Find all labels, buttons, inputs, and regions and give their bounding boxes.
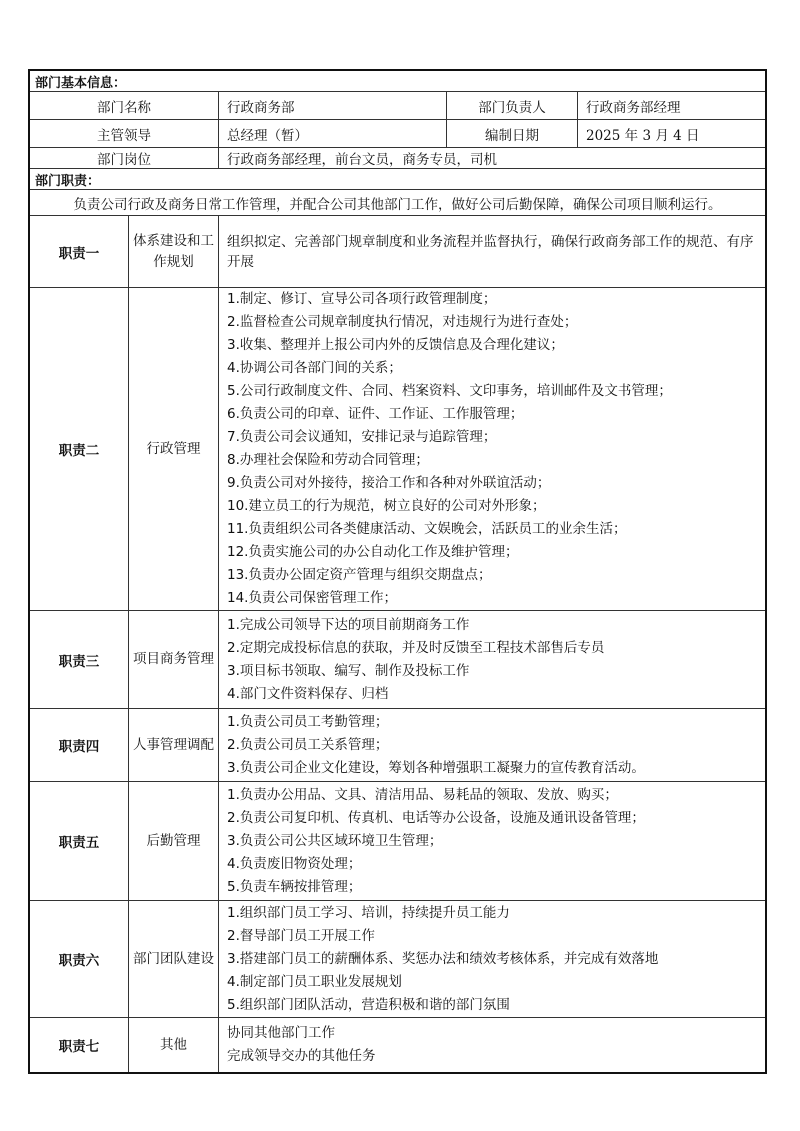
duty-items (218, 782, 765, 900)
duty-number: 职责七 (58, 1039, 100, 1055)
duty-area: 后勤管理 (128, 782, 218, 900)
duty-row-5 (30, 781, 765, 900)
duties-title: 部门职责： (35, 173, 101, 189)
duty-item: 1.完成公司领导下达的项目前期商务工作 (227, 616, 470, 633)
duty-area: 部门团队建设 (128, 901, 218, 1017)
date-value: 2025 年 3 月 4 日 (577, 120, 765, 147)
basic-info-title: 部门基本信息： (35, 75, 127, 91)
duty-item: 10.建立员工的行为规范，树立良好的公司对外形象； (227, 498, 546, 514)
duty-item: 完成领导交办的其他任务 (227, 1048, 376, 1064)
duty-items (218, 1018, 765, 1072)
dept-name-row (30, 91, 765, 119)
supervisor-value: 总经理（暂） (218, 120, 446, 147)
duty-item: 12.负责实施公司的办公自动化工作及维护管理； (227, 544, 519, 560)
duty-area: 人事管理调配 (128, 709, 218, 781)
duties-title-row (30, 168, 765, 189)
duty-item: 组织拟定、完善部门规章制度和业务流程并监督执行，确保行政商务部工作的规范、有序开展 (227, 233, 754, 270)
duty-row-1 (30, 215, 765, 287)
duty-item: 3.项目标书领取、编写、制作及投标工作 (227, 662, 470, 679)
summary-row (30, 189, 765, 215)
duty-item: 3.负责公司公共区域环境卫生管理； (227, 832, 443, 849)
supervisor-label: 主管领导 (97, 127, 151, 144)
duty-items (218, 709, 765, 781)
duty-item: 9.负责公司对外接待，接洽工作和各种对外联谊活动； (227, 475, 551, 491)
duty-number: 职责四 (58, 739, 100, 755)
duty-item: 5.公司行政制度文件、合同、档案资料、文印事务，培训邮件及文书管理； (227, 383, 672, 399)
duty-items (218, 901, 765, 1017)
duty-number: 职责六 (58, 953, 100, 969)
duty-item: 14.负责公司保密管理工作； (227, 590, 397, 606)
duty-number: 职责二 (58, 443, 100, 459)
duty-item: 8.办理社会保险和劳动合同管理； (227, 452, 429, 468)
duty-row-3 (30, 610, 765, 708)
duty-area: 其他 (128, 1018, 218, 1072)
duty-item: 3.收集、整理并上报公司内外的反馈信息及合理化建议； (227, 337, 564, 353)
posts-label: 部门岗位 (97, 152, 151, 168)
duty-item: 1.负责公司员工考勤管理； (227, 713, 389, 730)
duty-item: 2.督导部门员工开展工作 (227, 927, 375, 944)
duty-row-4 (30, 708, 765, 781)
duty-number: 职责五 (58, 835, 100, 851)
duty-item: 3.搭建部门员工的薪酬体系、奖惩办法和绩效考核体系，并完成有效落地 (227, 950, 659, 967)
duty-area: 项目商务管理 (128, 611, 218, 708)
duty-item: 1.组织部门员工学习、培训，持续提升员工能力 (227, 904, 510, 921)
supervisor-row (30, 119, 765, 147)
posts-value: 行政商务部经理，前台文员，商务专员，司机 (218, 148, 765, 168)
duty-item: 6.负责公司的印章、证件、工作证、工作服管理； (227, 406, 524, 422)
posts-row (30, 147, 765, 168)
duty-item: 2.负责公司复印机、传真机、电话等办公设备，设施及通讯设备管理； (227, 809, 645, 826)
duty-summary: 负责公司行政及商务日常工作管理，并配合公司其他部门工作，做好公司后勤保障，确保公司项目顺利运行。 (73, 196, 722, 213)
date-label: 编制日期 (446, 120, 577, 147)
duty-item: 2.监督检查公司规章制度执行情况，对违规行为进行查处； (227, 314, 578, 330)
duty-number: 职责一 (58, 245, 100, 262)
duty-item: 3.负责公司企业文化建设，筹划各种增强职工凝聚力的宣传教育活动。 (227, 759, 645, 776)
duty-area: 行政管理 (128, 288, 218, 610)
duty-item: 13.负责办公固定资产管理与组织交期盘点； (227, 567, 492, 583)
duty-number: 职责三 (58, 653, 100, 670)
duty-item: 4.部门文件资料保存、归档 (227, 685, 389, 702)
duty-items (218, 611, 765, 708)
dept-name-label: 部门名称 (97, 99, 151, 116)
dept-name-value: 行政商务部 (218, 92, 446, 119)
duty-item: 1.制定、修订、宣导公司各项行政管理制度； (227, 291, 497, 307)
department-duty-sheet (28, 69, 767, 1074)
duty-item: 4.制定部门员工职业发展规划 (227, 973, 402, 990)
duty-item: 1.负责办公用品、文具、清洁用品、易耗品的领取、发放、购买； (227, 786, 618, 803)
basic-info-title-row (30, 71, 765, 91)
duty-item: 5.负责车辆按排管理； (227, 878, 362, 895)
duty-item: 7.负责公司会议通知，安排记录与追踪管理； (227, 429, 497, 445)
duty-items (218, 288, 765, 610)
dept-head-value: 行政商务部经理 (577, 92, 765, 119)
duty-item: 2.负责公司员工关系管理； (227, 736, 389, 753)
duty-item: 5.组织部门团队活动，营造积极和谐的部门氛围 (227, 996, 510, 1013)
duty-item: 11.负责组织公司各类健康活动、文娱晚会，活跃员工的业余生活； (227, 521, 627, 537)
duty-items (218, 216, 765, 287)
dept-head-label: 部门负责人 (446, 92, 577, 119)
duty-item: 2.定期完成投标信息的获取，并及时反馈至工程技术部售后专员 (227, 639, 605, 656)
duty-item: 4.负责废旧物资处理； (227, 855, 362, 872)
duty-area: 体系建设和工作规划 (128, 216, 218, 287)
duty-item: 4.协调公司各部门间的关系； (227, 360, 402, 376)
duty-item: 协同其他部门工作 (227, 1025, 335, 1041)
duty-row-2 (30, 287, 765, 610)
duty-row-7 (30, 1017, 765, 1072)
duty-row-6 (30, 900, 765, 1017)
